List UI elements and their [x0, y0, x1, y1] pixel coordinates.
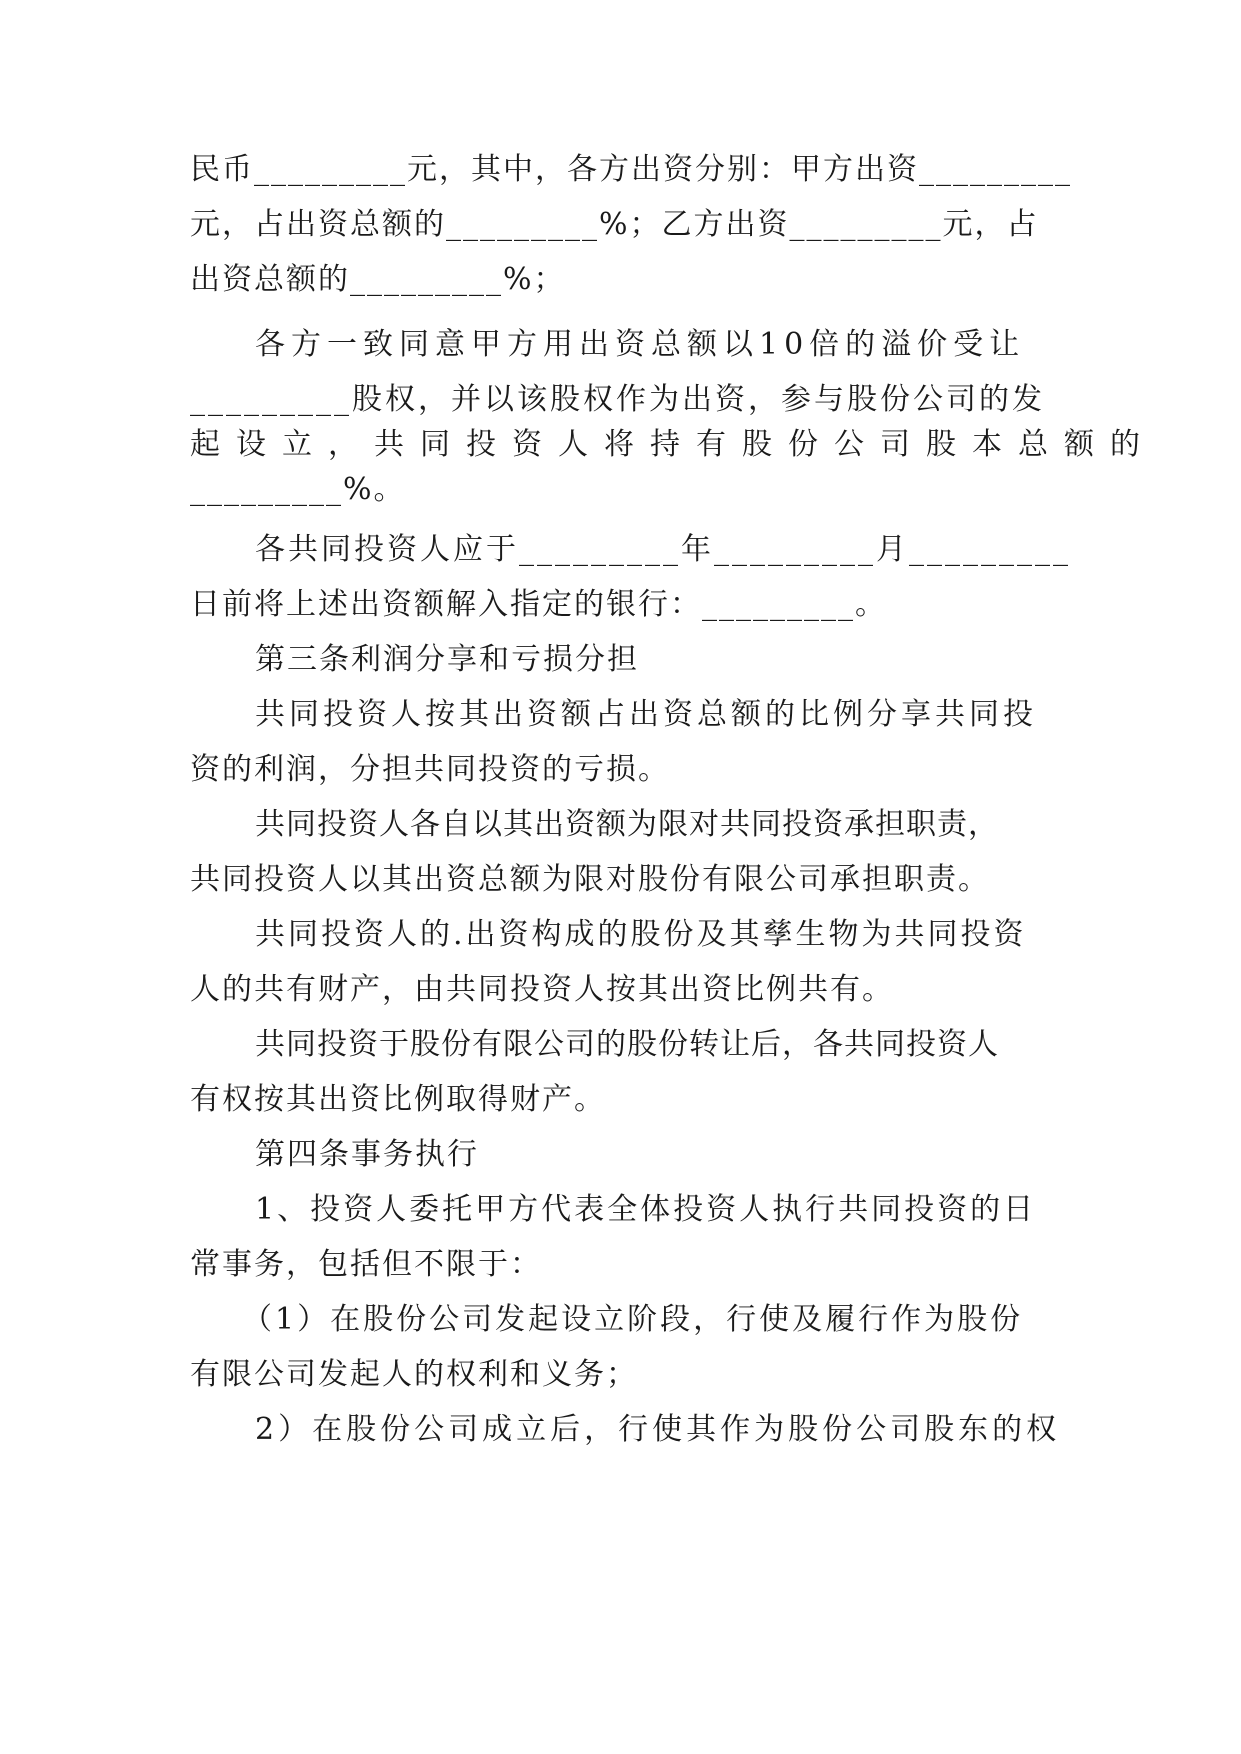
text-line: 有限公司发起人的权利和义务；	[190, 1357, 638, 1392]
text-line: 出资总额的_________%；	[190, 262, 566, 297]
text-line: （1）在股份公司发起设立阶段，行使及履行作为股份	[242, 1302, 1024, 1337]
section-heading: 第三条利润分享和亏损分担	[255, 642, 639, 677]
text-line: 共同投资人的.出资构成的股份及其孳生物为共同投资	[255, 917, 1027, 952]
text-line: 共同投资于股份有限公司的股份转让后，各共同投资人	[255, 1027, 999, 1062]
text-line: 2）在股份公司成立后，行使其作为股份公司股东的权	[255, 1412, 1061, 1447]
text-line: _________%。	[190, 472, 406, 507]
text-line: 共同投资人各自以其出资额为限对共同投资承担职责，	[255, 807, 999, 842]
text-line: 日前将上述出资额解入指定的银行：_________。	[190, 587, 887, 622]
text-line: 1、投资人委托甲方代表全体投资人执行共同投资的日	[255, 1192, 1037, 1227]
text-line: _________股权，并以该股权作为出资，参与股份公司的发	[190, 382, 1045, 417]
text-line: 各共同投资人应于_________年_________月_________	[255, 532, 1071, 567]
text-line: 元，占出资总额的_________%；乙方出资_________元，占	[190, 207, 1039, 242]
text-line: 起设立，共同投资人将持有股份公司股本总额的	[190, 427, 1156, 462]
text-line: 人的共有财产，由共同投资人按其出资比例共有。	[190, 972, 894, 1007]
text-line: 资的利润，分担共同投资的亏损。	[190, 752, 670, 787]
text-line: 民币_________元，其中，各方出资分别：甲方出资_________	[190, 152, 1072, 187]
text-line: 常事务，包括但不限于：	[190, 1247, 542, 1282]
text-line: 共同投资人按其出资额占出资总额的比例分享共同投	[255, 697, 1037, 732]
text-line: 共同投资人以其出资总额为限对股份有限公司承担职责。	[190, 862, 990, 897]
text-line: 有权按其出资比例取得财产。	[190, 1082, 606, 1117]
section-heading: 第四条事务执行	[255, 1137, 479, 1172]
text-line: 各方一致同意甲方用出资总额以10倍的溢价受让	[255, 327, 1026, 362]
